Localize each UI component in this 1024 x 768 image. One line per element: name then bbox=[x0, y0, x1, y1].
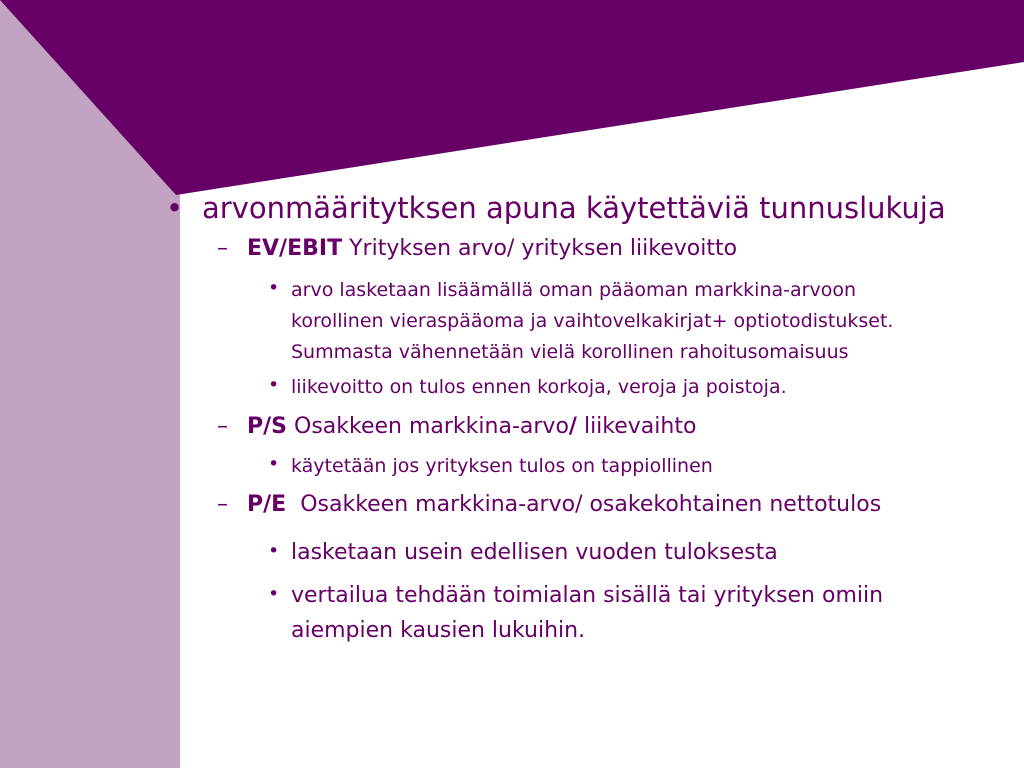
bullet-marker: • bbox=[268, 453, 280, 475]
dash-marker: – bbox=[217, 492, 228, 517]
text-line: korollinen vieraspääoma ja vaihtovelkakirjat+ optiotodistukset. bbox=[291, 310, 894, 332]
ev-ebit-bullet-1 bbox=[291, 275, 893, 368]
p-e-text: Osakkeen markkina-arvo/ osakekohtainen nettotulos bbox=[300, 492, 882, 517]
p-e-label: P/E bbox=[247, 492, 287, 517]
dash-marker: – bbox=[217, 236, 228, 261]
p-s-label: P/S bbox=[247, 414, 288, 439]
p-s-slash: / bbox=[568, 414, 577, 439]
p-e-bullet-1 bbox=[291, 535, 778, 570]
text-line: lasketaan usein edellisen vuoden tuloksesta bbox=[291, 540, 778, 565]
p-s-line bbox=[247, 414, 696, 439]
text-line: arvo lasketaan lisäämällä oman pääoman markkina-arvoon bbox=[291, 279, 856, 301]
bullet-marker: • bbox=[268, 540, 280, 562]
p-s-text-b: liikevaihto bbox=[583, 414, 697, 439]
ev-ebit-text: Yrityksen arvo/ yrityksen liikevoitto bbox=[349, 236, 738, 261]
text-line: aiempien kausien lukuihin. bbox=[291, 618, 586, 643]
p-s-text-a: Osakkeen markkina-arvo bbox=[294, 414, 569, 439]
p-s-bullet-1 bbox=[291, 451, 713, 482]
text-line: Summasta vähennetään vielä korollinen rahoitusomaisuus bbox=[291, 341, 849, 363]
bullet-marker: • bbox=[268, 374, 280, 396]
ev-ebit-label: EV/EBIT bbox=[247, 236, 343, 261]
p-e-bullet-2 bbox=[291, 578, 883, 648]
bullet-marker: • bbox=[166, 191, 184, 225]
bullet-marker: • bbox=[268, 583, 280, 605]
dash-marker: – bbox=[217, 414, 228, 439]
main-bullet-text: arvonmääritytksen apuna käytettäviä tunnuslukuja bbox=[202, 191, 946, 225]
p-e-line bbox=[247, 492, 881, 517]
ev-ebit-bullet-2 bbox=[291, 372, 787, 403]
text-line: liikevoitto on tulos ennen korkoja, veroja ja poistoja. bbox=[291, 376, 787, 398]
text-line: vertailua tehdään toimialan sisällä tai yrityksen omiin bbox=[291, 583, 884, 608]
bullet-marker: • bbox=[268, 277, 280, 299]
ev-ebit-line bbox=[247, 236, 737, 261]
text-line: käytetään jos yrityksen tulos on tappiollinen bbox=[291, 455, 713, 477]
